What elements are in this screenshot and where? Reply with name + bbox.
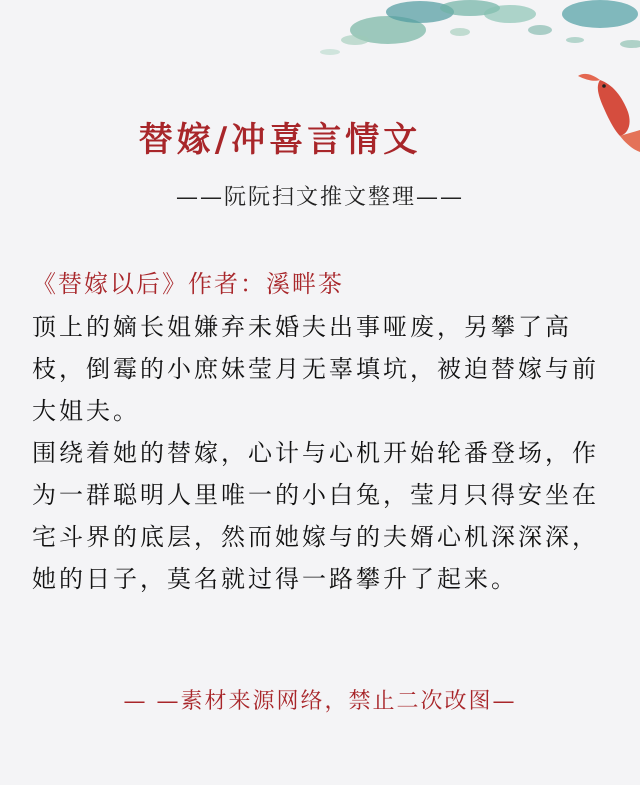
synopsis-paragraph: 顶上的嫡长姐嫌弃未婚夫出事哑废，另攀了高枝，倒霉的小庶妹莹月无辜填坑，被迫替嫁与前大姐夫。 <box>32 313 599 425</box>
koi-fish-icon <box>578 74 640 152</box>
page-title: 替嫁/冲喜言情文 <box>138 120 422 160</box>
book-synopsis <box>32 306 612 600</box>
synopsis-paragraph: 围绕着她的替嫁，心计与心机开始轮番登场，作为一群聪明人里唯一的小白兔，莹月只得安坐在宅斗界的底层，然而她嫁与的夫婿心机深深深，她的日子，莫名就过得一路攀升了起来。 <box>32 439 599 593</box>
page-subtitle: ——阮阮扫文推文整理—— <box>175 185 464 210</box>
book-title-author: 《替嫁以后》作者：溪畔茶 <box>32 270 344 298</box>
copyright-notice: — —素材来源网络，禁止二次改图— <box>123 689 517 714</box>
lotus-leaf-icon <box>320 0 640 55</box>
